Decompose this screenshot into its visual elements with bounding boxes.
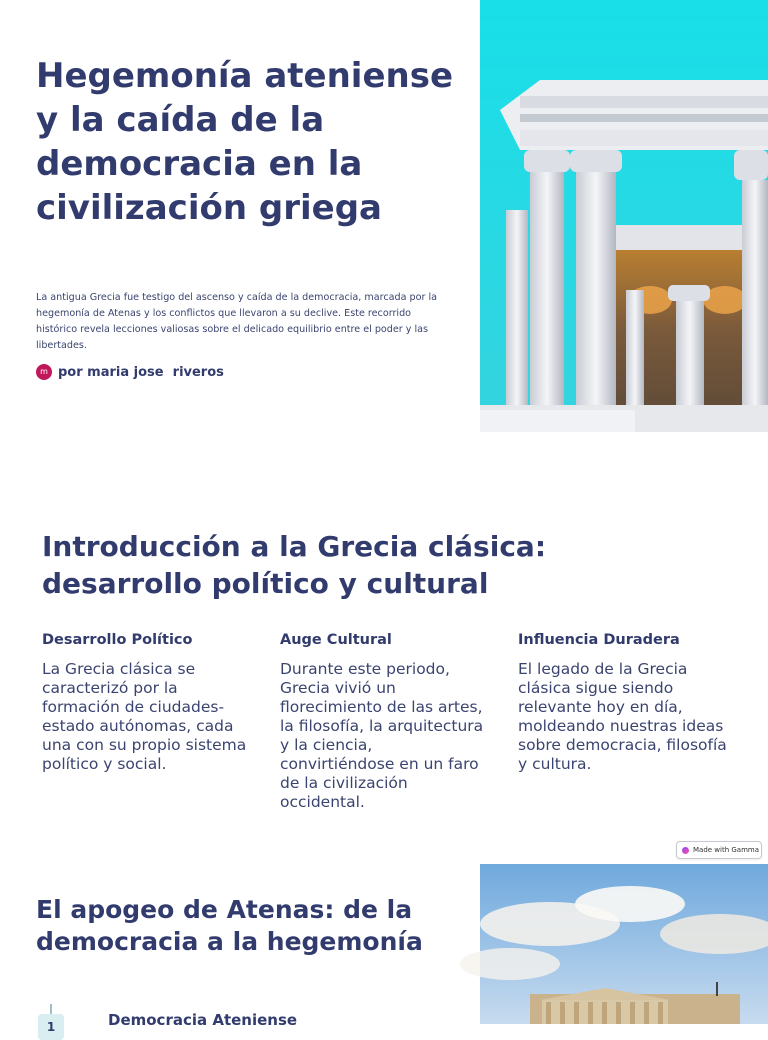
avatar: m [36,364,52,380]
step-number-badge: 1 [38,1014,64,1040]
column-cultural [280,632,490,812]
column-text: Durante este periodo, Grecia vivió un florecimiento de las artes, la filosofía, la arquitectura y la ciencia, convirtiéndose en un faro de la civilización occidental. [280,660,484,811]
column-influence [518,632,728,774]
intro-description: La antigua Grecia fue testigo del ascenso y caída de la democracia, marcada por la hegemonía de Atenas y los conflictos que llevaron a su declive. Este recorrido histórico revela lecciones valiosas sobre el delicado equilibrio entre el poder y las libertades. [36,292,438,351]
step-title: Democracia Ateniense [108,1011,298,1029]
column-text: El legado de la Grecia clásica sigue siendo relevante hoy en día, moldeando nuestras ideas sobre democracia, filosofía y cultura. [518,660,727,773]
page-title: Hegemonía ateniense y la caída de la democracia en la civilización griega [36,56,454,228]
athens-slide [0,864,768,1034]
section-title: El apogeo de Atenas: de la democracia a la hegemonía [36,895,423,956]
intro-slide [0,432,768,864]
gamma-logo-icon [682,847,689,854]
temple-image [480,0,768,432]
title-slide [0,0,768,432]
author-name: por maria jose riveros [58,364,224,380]
gamma-badge-label: Made with Gamma [693,846,760,854]
made-with-gamma-button[interactable] [676,841,762,859]
column-heading: Auge Cultural [280,632,392,648]
acropolis-image [480,864,768,1024]
column-political [42,632,252,774]
column-heading: Influencia Duradera [518,632,680,648]
author-byline [36,364,224,380]
section-title: Introducción a la Grecia clásica: desarrollo político y cultural [42,530,547,600]
column-heading: Desarrollo Político [42,632,193,648]
timeline-connector [50,1004,52,1014]
column-text: La Grecia clásica se caracterizó por la formación de ciudades-estado autónomas, cada una con su propio sistema político y social. [42,660,247,773]
